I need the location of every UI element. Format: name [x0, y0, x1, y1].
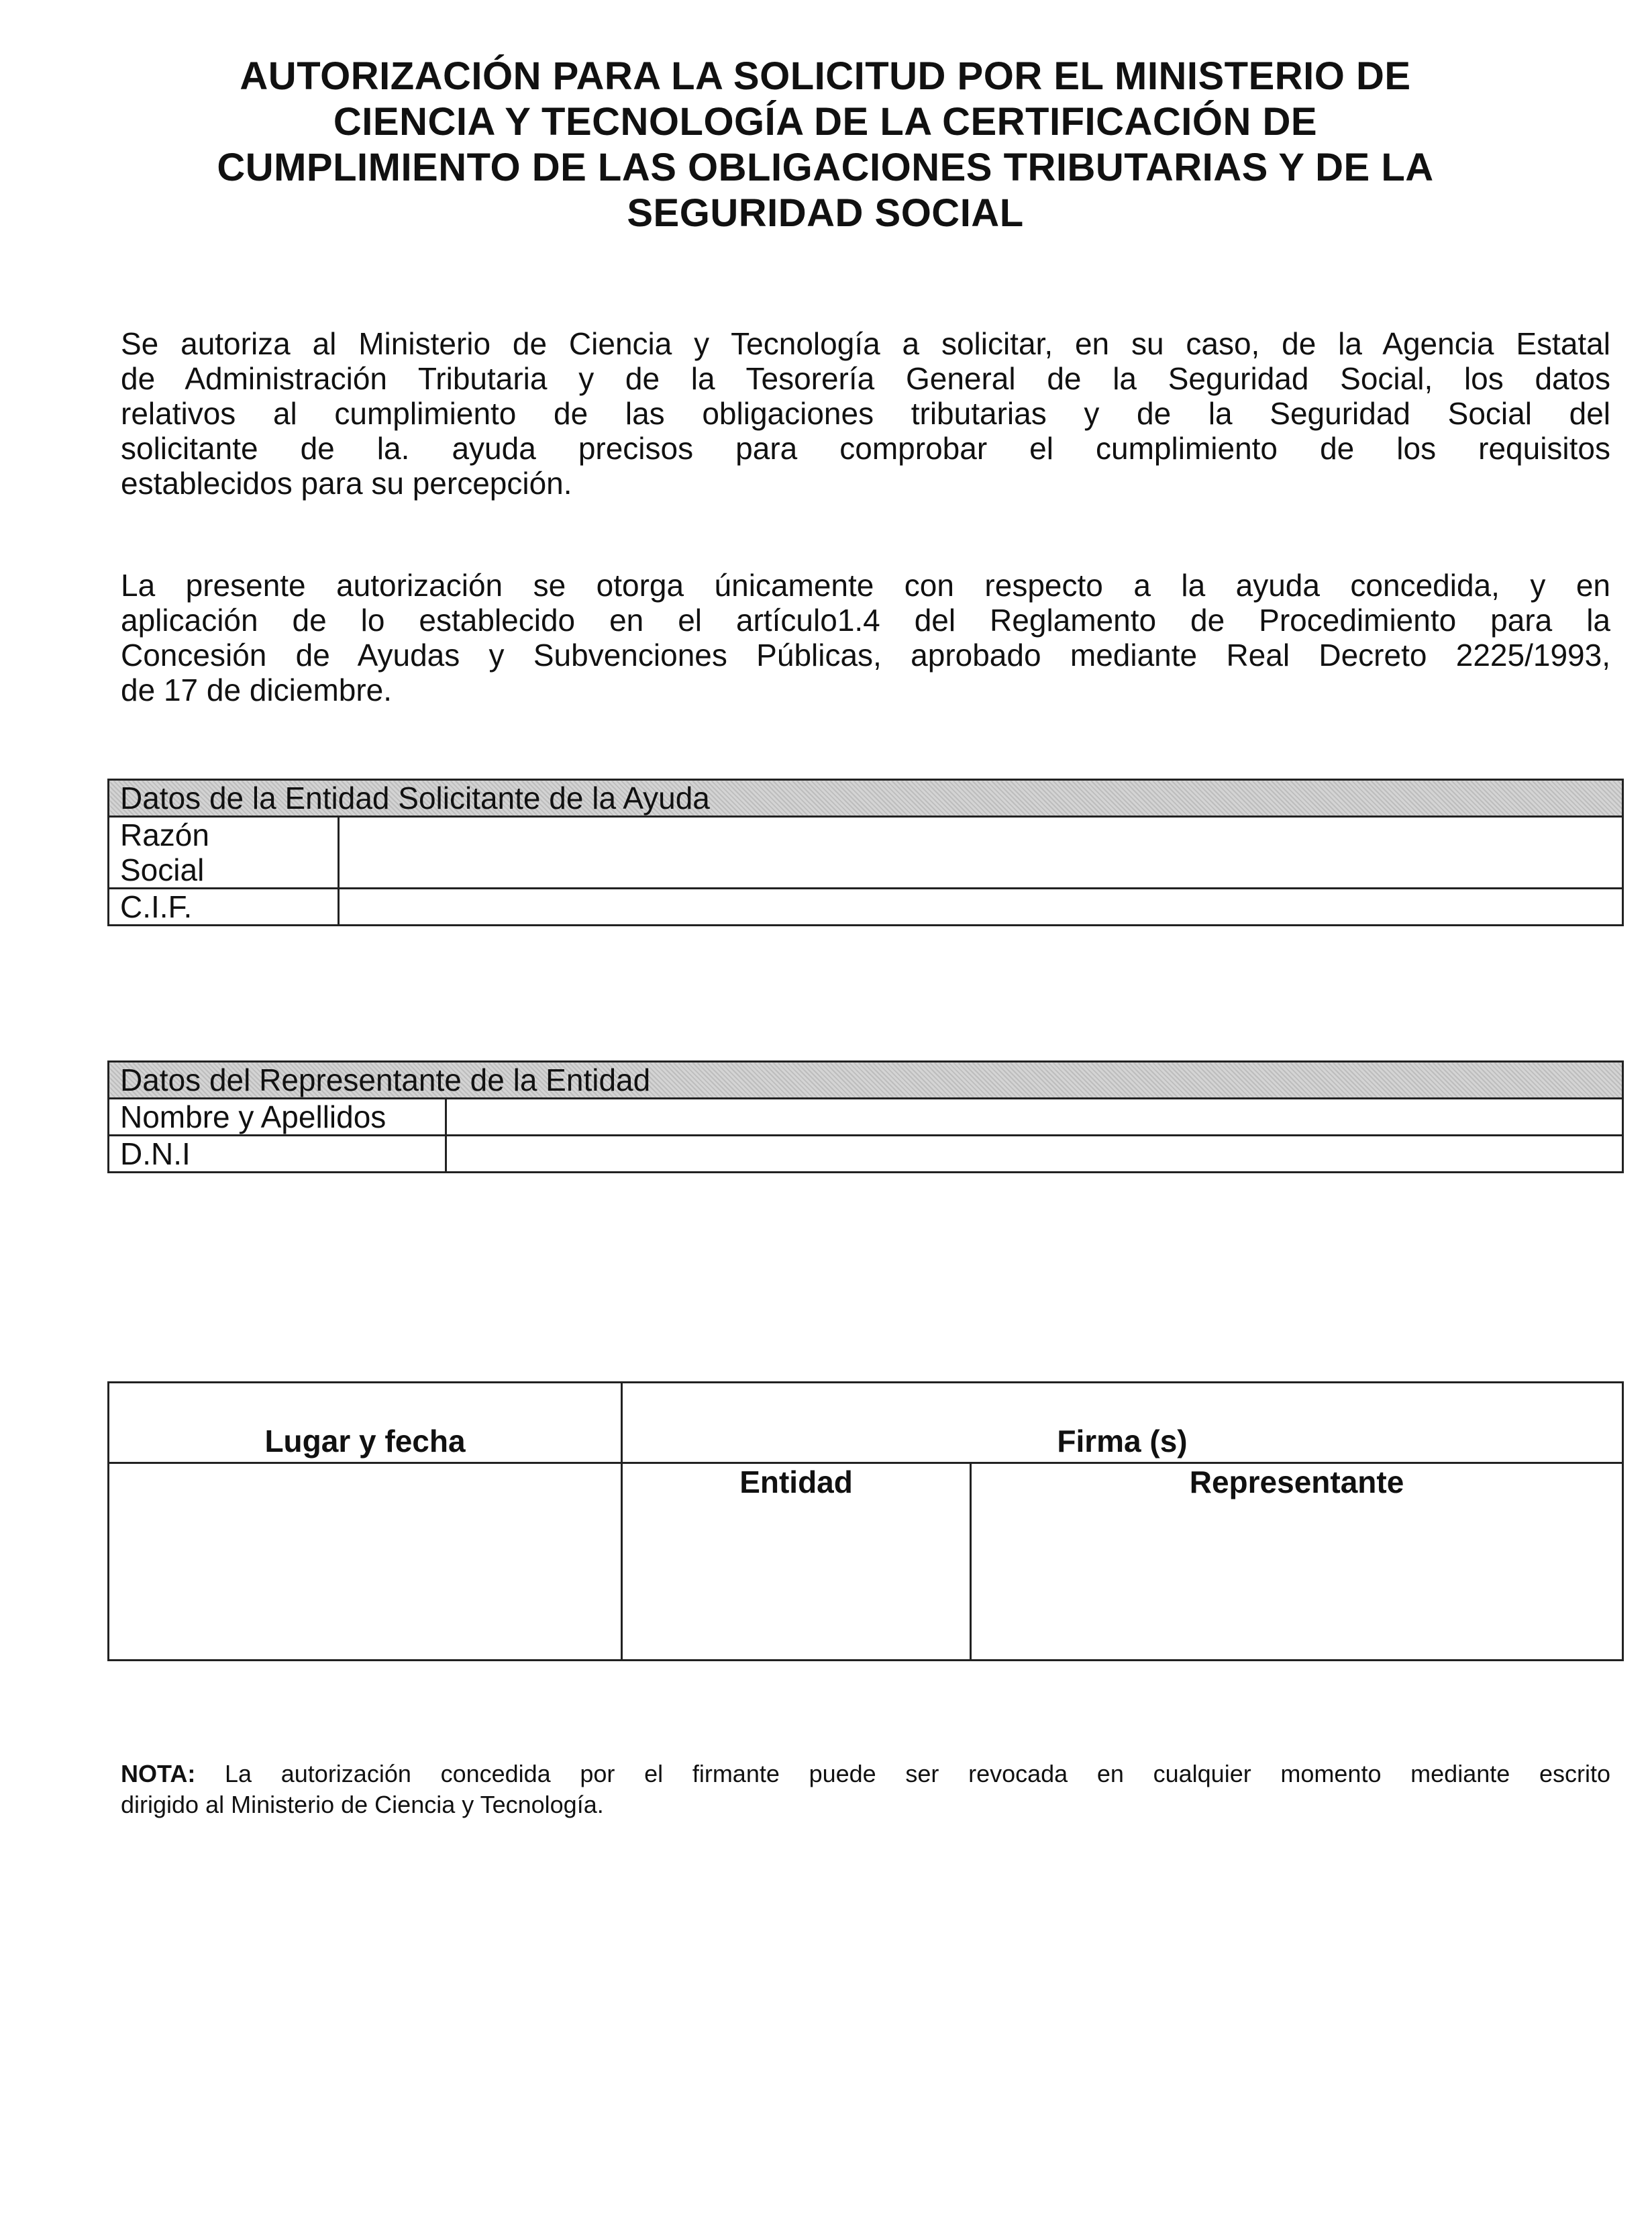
dni-label: D.N.I	[109, 1136, 446, 1173]
nombre-apellidos-field[interactable]	[446, 1099, 1623, 1136]
title-line: CUMPLIMIENTO DE LAS OBLIGACIONES TRIBUTARIAS Y DE LA	[217, 146, 1434, 189]
razon-social-field[interactable]	[339, 817, 1623, 889]
razon-social-label-line: Social	[120, 852, 205, 887]
dni-field[interactable]	[446, 1136, 1623, 1173]
entity-data-table	[107, 779, 1624, 926]
entidad-label: Entidad	[739, 1465, 853, 1499]
note-text: La autorización concedida por el firmante puede ser revocada en cualquier momento mediante escrito	[225, 1760, 1610, 1787]
note-block	[121, 1759, 1610, 1820]
cif-label: C.I.F.	[109, 889, 339, 926]
title-line: AUTORIZACIÓN PARA LA SOLICITUD POR EL MINISTERIO DE	[240, 54, 1411, 98]
paragraph-line: La presente autorización se otorga únicamente con respecto a la ayuda concedida, y en	[121, 568, 1610, 603]
representante-signature-cell[interactable]	[971, 1463, 1623, 1661]
cif-field[interactable]	[339, 889, 1623, 926]
authorization-paragraph	[121, 326, 1610, 501]
paragraph-line: de Administración Tributaria y de la Tesorería General de la Seguridad Social, los datos	[121, 361, 1610, 396]
paragraph-line: Se autoriza al Ministerio de Ciencia y Tecnología a solicitar, en su caso, de la Agencia Estatal	[121, 326, 1610, 361]
paragraph-line: solicitante de la. ayuda precisos para comprobar el cumplimiento de los requisitos	[121, 431, 1610, 466]
signature-table	[107, 1381, 1624, 1661]
entidad-signature-cell[interactable]	[622, 1463, 971, 1661]
representative-table-header: Datos del Representante de la Entidad	[109, 1062, 1623, 1099]
paragraph-line: aplicación de lo establecido en el artículo1.4 del Reglamento de Procedimiento para la	[121, 603, 1610, 638]
note-label: NOTA:	[121, 1760, 196, 1787]
document-title	[121, 54, 1530, 236]
note-line: dirigido al Ministerio de Ciencia y Tecnología.	[121, 1791, 604, 1818]
note-line	[121, 1759, 1610, 1789]
representative-data-table	[107, 1060, 1624, 1173]
representante-label: Representante	[1189, 1465, 1404, 1499]
firma-header: Firma (s)	[622, 1383, 1623, 1463]
paragraph-line: Concesión de Ayudas y Subvenciones Públicas, aprobado mediante Real Decreto 2225/1993,	[121, 638, 1610, 673]
paragraph-line: relativos al cumplimiento de las obligaciones tributarias y de la Seguridad Social del	[121, 396, 1610, 431]
title-line: CIENCIA Y TECNOLOGÍA DE LA CERTIFICACIÓN DE	[333, 100, 1318, 144]
paragraph-line: de 17 de diciembre.	[121, 673, 393, 707]
razon-social-label	[109, 817, 339, 889]
entity-table-header: Datos de la Entidad Solicitante de la Ayuda	[109, 780, 1623, 817]
razon-social-label-line: Razón	[120, 818, 209, 852]
paragraph-line: establecidos para su percepción.	[121, 466, 572, 501]
nombre-apellidos-label: Nombre y Apellidos	[109, 1099, 446, 1136]
lugar-fecha-header: Lugar y fecha	[109, 1383, 622, 1463]
title-line: SEGURIDAD SOCIAL	[627, 191, 1024, 235]
lugar-fecha-field[interactable]	[109, 1463, 622, 1661]
scope-paragraph	[121, 568, 1610, 707]
